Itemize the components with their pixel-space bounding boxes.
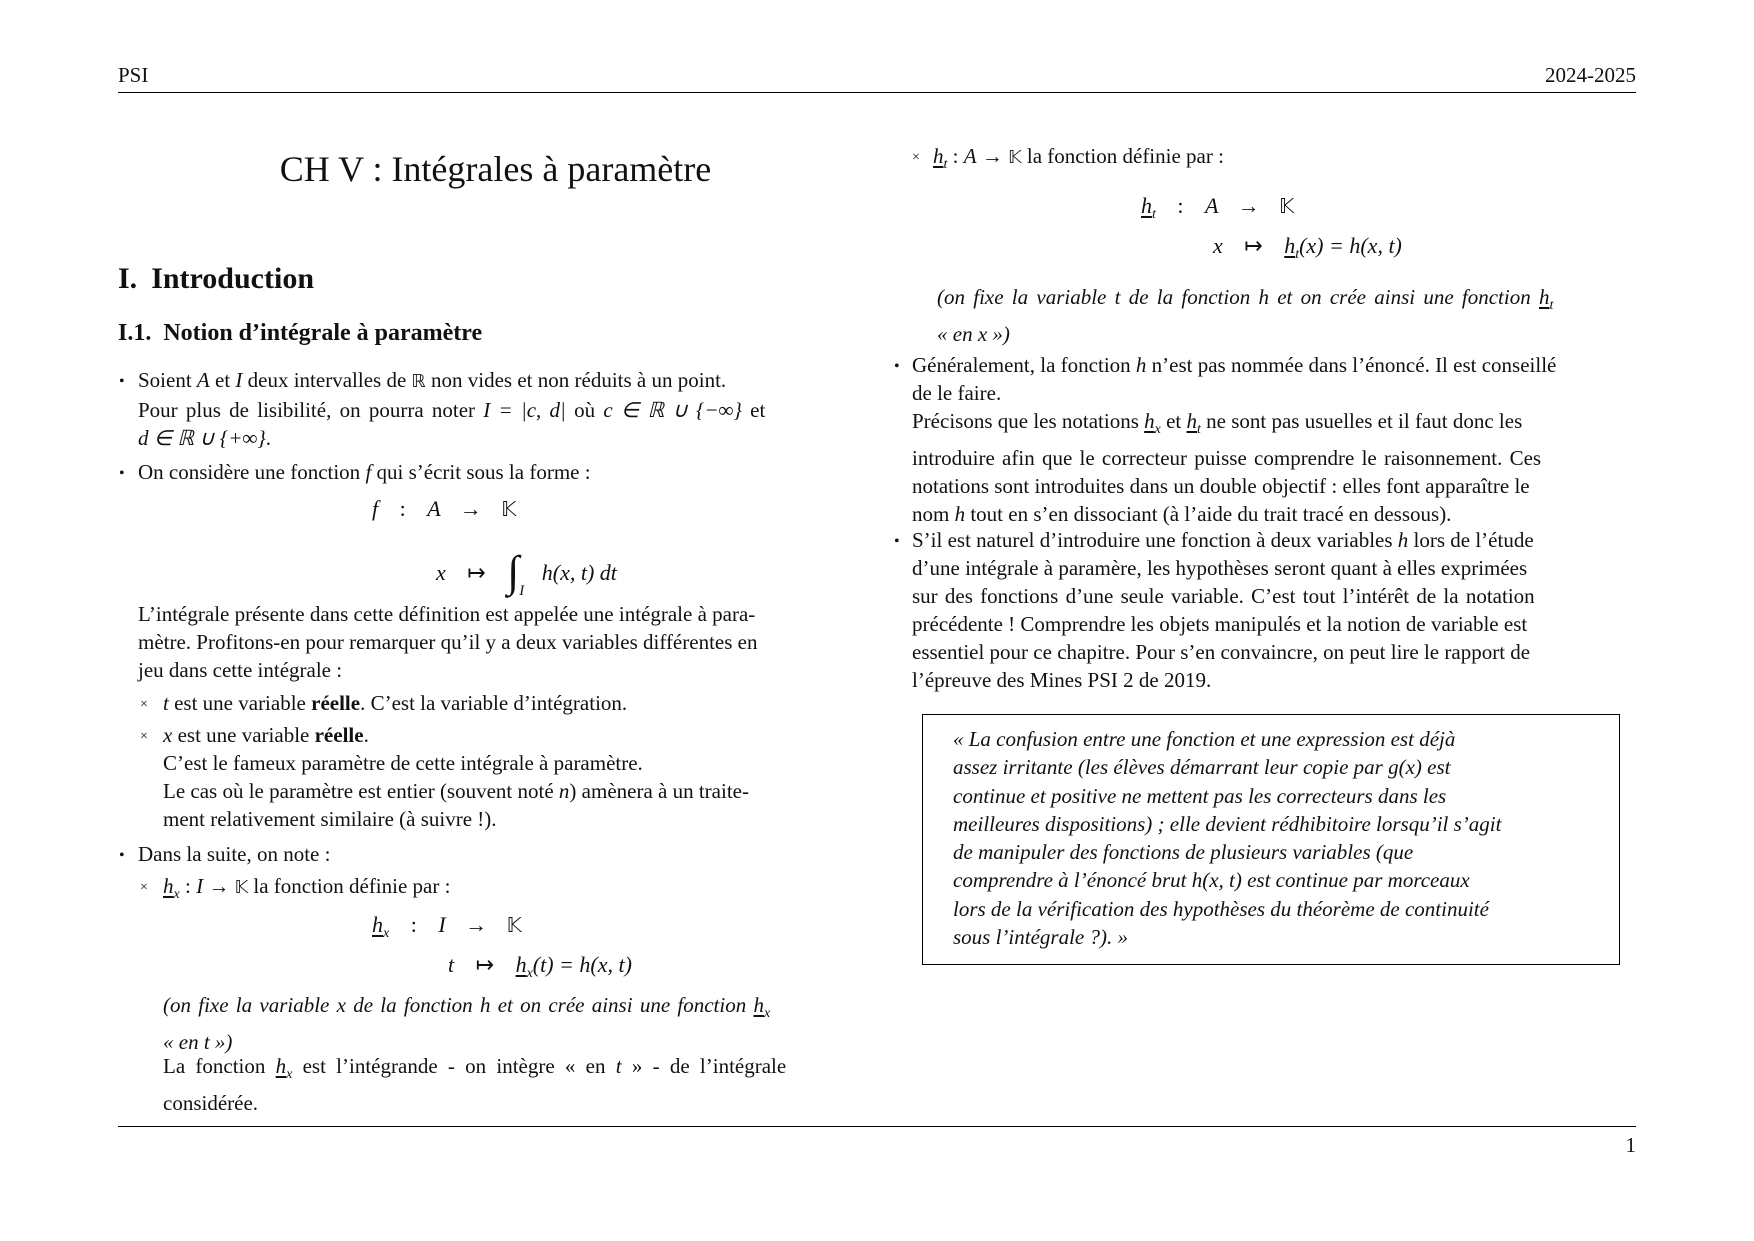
cross-icon: × (140, 880, 148, 895)
equation-hx-signature: $h_x$ : I → 𝕂 (372, 912, 522, 941)
page-number: 1 (1625, 1133, 1636, 1157)
quote-line: lors de la vérification des hypothèses du théorème de continuité (953, 896, 1489, 921)
subsection-heading (118, 320, 482, 347)
text-line: C’est le fameux paramètre de cette intégrale à paramètre. (163, 751, 643, 775)
text-line: « en x ») (937, 322, 1010, 346)
paragraph-integrand (163, 1052, 873, 1117)
equation-f-mapping: x ↦ $\int_I$ h(x, t) dt (436, 547, 617, 600)
paragraph-notation: Dans la suite, on note : (138, 842, 331, 866)
quote-line: « La confusion entre une fonction et une expression est déjà (953, 727, 1456, 751)
section-title: Introduction (151, 262, 315, 295)
text-line: introduire afin que le correcteur puisse comprendre le raisonnement. Ces (912, 446, 1542, 470)
quote-line: comprendre à l’énoncé brut h(x, t) est continue par morceaux (953, 868, 1470, 893)
text-line: S’il est naturel d’introduire une fonction à deux variables h lors de l’étude (912, 528, 1534, 552)
equation-ht-signature: $h_t$ : A → 𝕂 (1141, 193, 1295, 222)
text-line: ment relativement similaire (à suivre !). (163, 807, 497, 831)
paragraph-naming-h (912, 351, 1636, 528)
text-line: La fonction $h_x$ est l’intégrande - on intègre « en t » - de l’intégrale (163, 1054, 787, 1082)
text-line: « en t ») (163, 1030, 233, 1054)
text-line: Pour plus de lisibilité, on pourra noter I = |c, d| où c ∈ ℝ ∪ {−∞} et (138, 398, 766, 422)
text-line: (on fixe la variable x de la fonction h et on crée ainsi une fonction $h_x$ (163, 993, 771, 1021)
chapter-title: CH V : Intégrales à paramètre (279, 149, 712, 189)
text-line: précédente ! Comprendre les objets manipulés et la notion de variable est (912, 612, 1528, 636)
section-number: I. (118, 262, 138, 295)
quote-line: meilleures dispositions) ; elle devient rédhibitoire lorsqu’il s’agit (953, 811, 1502, 836)
equation-ht-mapping: x ↦ $h_t(x) = h(x$, t) (1213, 233, 1402, 262)
equation-hx-mapping: t ↦ $h_x(t) = h(x$, t) (448, 952, 632, 981)
cross-icon: × (912, 150, 920, 165)
text-line: L’intégrale présente dans cette définition est appelée une intégrale à para- (138, 602, 756, 626)
quote-line: de manipuler des fonctions de plusieurs variables (que (953, 840, 1414, 865)
text-line: (on fixe la variable t de la fonction h et on crée ainsi une fonction $h_t$ (937, 285, 1554, 313)
text-line: Soient A et I deux intervalles de ℝ non vides et non réduits à un point. (138, 368, 727, 392)
text-line: considérée. (163, 1091, 259, 1115)
bullet-icon: • (119, 465, 125, 482)
paragraph-function-f: On considère une fonction f qui s’écrit sous la forme : (138, 460, 591, 484)
header-course: PSI (118, 63, 149, 87)
item-variable-t: t est une variable réelle. C’est la variable d’intégration. (163, 691, 628, 715)
bullet-icon: • (894, 533, 900, 550)
subsection-number: I.1. (118, 320, 152, 346)
cross-icon: × (140, 729, 148, 744)
text-line: Généralement, la fonction h n’est pas nommée dans l’énoncé. Il est conseillé (912, 353, 1557, 377)
text-line: essentiel pour ce chapitre. Pour s’en convaincre, on peut lire le rapport de (912, 640, 1531, 664)
bullet-icon: • (119, 373, 125, 390)
equation-f-signature: f : A → 𝕂 (372, 496, 517, 521)
report-quote-box (922, 714, 1620, 965)
header-rule (118, 92, 1636, 93)
bullet-icon: • (894, 358, 900, 375)
text-line: d ∈ ℝ ∪ {+∞}. (138, 426, 271, 450)
quote-line: continue et positive ne mettent pas les correcteurs dans les (953, 783, 1447, 808)
note-fix-x (163, 991, 873, 1056)
footer-rule (118, 1126, 1636, 1127)
item-variable-x (163, 721, 873, 833)
paragraph-integral-definition (138, 600, 873, 684)
paragraph-hypotheses (912, 526, 1636, 694)
cross-icon: × (140, 697, 148, 712)
report-quote (953, 725, 1593, 951)
text-line: d’une intégrale à paramère, les hypothèses seront quant à elles exprimées (912, 556, 1528, 580)
bullet-icon: • (119, 847, 125, 864)
text-line: notations sont introduites dans un double objectif : elles font apparaître le (912, 474, 1530, 498)
note-fix-t (937, 283, 1637, 348)
item-h-x-definition: $h_x$ : I → 𝕂 la fonction définie par : (163, 874, 451, 902)
quote-line: assez irritante (les élèves démarrant leur copie par g(x) est (953, 755, 1451, 780)
item-h-t-definition: $h_t$ : A → 𝕂 la fonction définie par : (933, 144, 1224, 172)
text-line: x est une variable réelle. (163, 723, 369, 747)
text-line: l’épreuve des Mines PSI 2 de 2019. (912, 668, 1212, 692)
text-line: jeu dans cette intégrale : (138, 658, 343, 682)
quote-line: sous l’intégrale ?). » (953, 925, 1128, 950)
text-line: mètre. Profitons-en pour remarquer qu’il y a deux variables différentes en (138, 630, 758, 654)
paragraph-intervals (138, 366, 873, 452)
text-line: Le cas où le paramètre est entier (souvent noté n) amènera à un traite- (163, 779, 749, 803)
text-line: nom h tout en s’en dissociant (à l’aide du trait tracé en dessous). (912, 502, 1452, 526)
section-heading (118, 262, 314, 296)
header-year: 2024-2025 (1545, 63, 1636, 87)
subsection-title: Notion d’intégrale à paramètre (163, 320, 483, 346)
text-line: sur des fonctions d’une seule variable. C’est tout l’intérêt de la notation (912, 584, 1535, 608)
text-line: Précisons que les notations $h_x$ et $h_t$ ne sont pas usuelles et il faut donc les (912, 409, 1523, 437)
text-line: de le faire. (912, 381, 1002, 405)
